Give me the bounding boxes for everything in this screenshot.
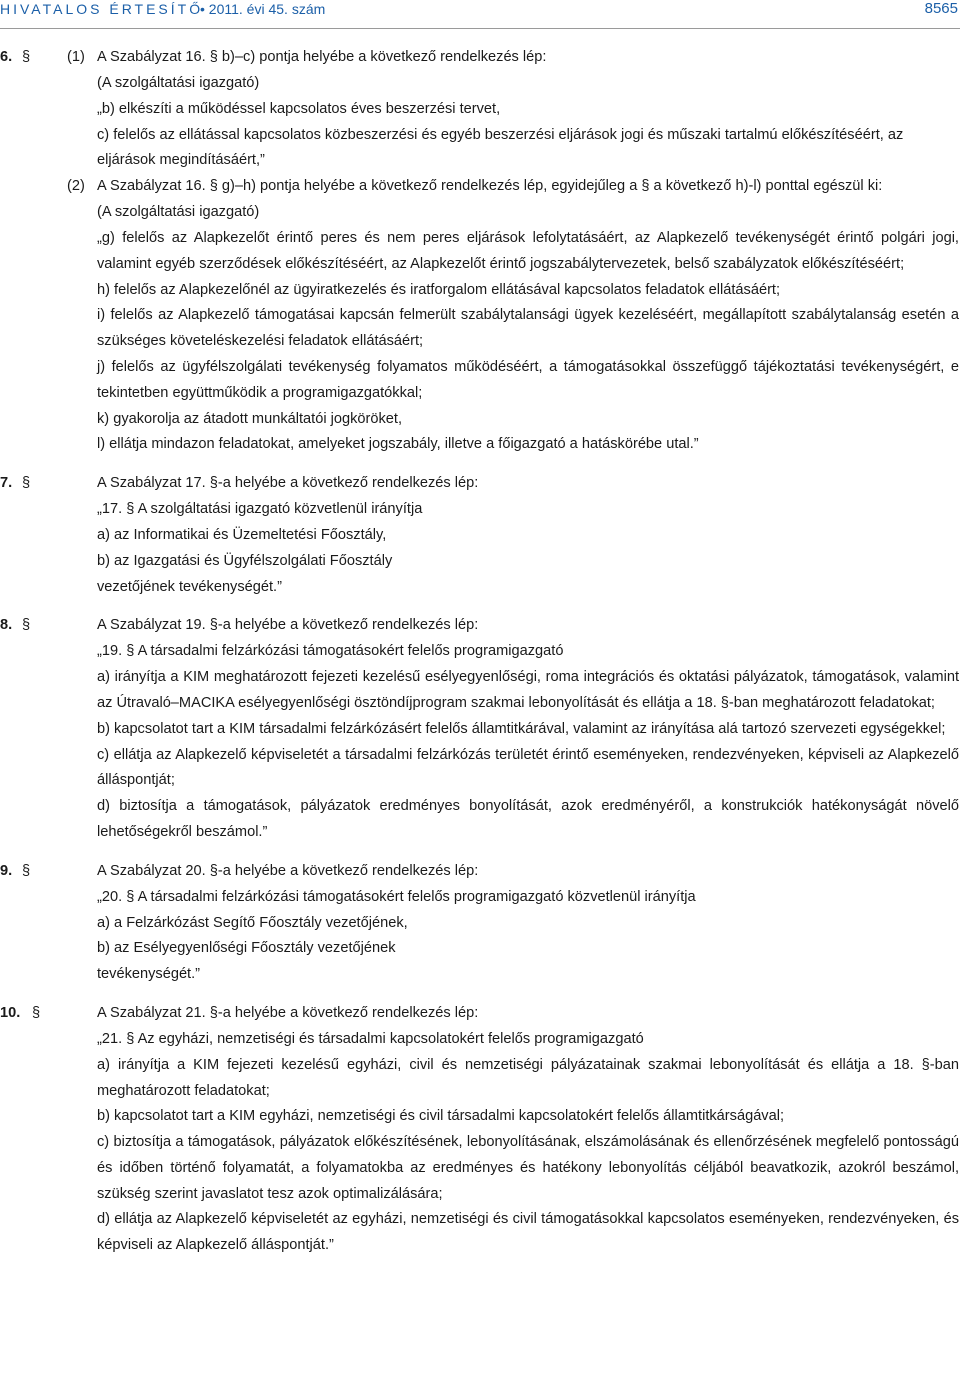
section-heading-text: A Szabályzat 19. §-a helyébe a következő rendelkezés lép: (97, 617, 479, 634)
issue-label: • 2011. évi 45. szám (200, 1, 326, 17)
text-line: „17. § A szolgáltatási igazgató közvetlenül irányítja (97, 501, 423, 518)
text-line: c) biztosítja a támogatások, pályázatok előkészítésének, lebonyolításának, elszámolásának és ellenőrzésének megfelelő pontosságú és időben történő folyamatát, a folyamatokba az eredményes és hatékony lebonyolítás céljából beavatkozik, azokról beszámol, szükség szerint javaslatot tesz azok optimalizálására; (97, 1134, 959, 1202)
section-8-heading (0, 613, 960, 639)
paragraph-sign: § (22, 862, 31, 879)
text-line: b) kapcsolatot tart a KIM társadalmi felzárkózásért felelős államtitkárával, valamint az irányítása alá tartozó szervezeti egységekkel; (97, 720, 946, 737)
text-line: „b) elkészíti a működéssel kapcsolatos éves beszerzési tervet, (97, 100, 501, 117)
section-9 (0, 859, 960, 988)
section-9-heading (0, 859, 960, 885)
text-line: c) felelős az ellátással kapcsolatos közbeszerzési és egyéb beszerzési eljárások jogi és műszaki tartalmú előkészítéséért, az eljárások megindításáért,” (97, 126, 904, 169)
paragraph-sign: § (22, 475, 31, 492)
paragraph-sign: § (32, 1004, 41, 1021)
text-line: a) a Felzárkózást Segítő Főosztály vezetőjének, (97, 914, 408, 931)
text-line: „g) felelős az Alapkezelőt érintő peres és nem peres eljárások lefolytatásáért, az Alapkezelő tevékenységét érintő polgári jogi, valamint egyéb szerződések előkészítéséért, az Alapkezelőt érintő jogszabálytervezetek, belső szabályzatok előkészítéséért; (97, 229, 959, 272)
section-number: 8. (0, 617, 13, 634)
text-line: (A szolgáltatási igazgató) (97, 204, 260, 221)
section-heading-text: A Szabályzat 17. §-a helyébe a következő rendelkezés lép: (97, 475, 479, 492)
page-header (0, 0, 960, 29)
subsection-number: (2) (67, 178, 85, 195)
text-line: k) gyakorolja az átadott munkáltatói jogköröket, (97, 410, 403, 427)
text-line: h) felelős az Alapkezelőnél az ügyiratkezelés és iratforgalom ellátásával kapcsolatos feladatok ellátásáért; (97, 281, 781, 298)
journal-title: HIVATALOS ÉRTESÍTŐ (0, 1, 204, 17)
section-heading-text: A Szabályzat 21. §-a helyébe a következő rendelkezés lép: (97, 1004, 479, 1021)
document-body (0, 45, 960, 1259)
text-line: i) felelős az Alapkezelő támogatásai kapcsán felmerült szabálytalansági ügyek kezeléséért, megállapított szabálytalanság esetén a szükséges követeléskezelési feladatok ellátásáért; (97, 307, 959, 350)
section-7-heading (0, 471, 960, 497)
page-number: 8565 (924, 0, 958, 17)
text-line: b) az Esélyegyenlőségi Főosztály vezetőjének (97, 940, 396, 957)
text-line: vezetőjének tevékenységét.” (97, 578, 282, 595)
text-line: l) ellátja mindazon feladatokat, amelyeket jogszabály, illetve a főigazgató a hatáskörébe utal.” (97, 436, 699, 453)
section-6 (0, 45, 960, 458)
section-6-heading (0, 45, 960, 71)
text-line: a) irányítja a KIM meghatározott fejezeti kezelésű esélyegyenlőségi, roma integrációs és oktatási pályázatok, támogatások, valamint az Útravaló–MACIKA esélyegyenlőségi ösztöndíjprogram szakmai lebonyolítását és ellátja a 18. §-ban meghatározott feladatokat; (97, 669, 959, 711)
section-number: 10. (0, 1004, 21, 1021)
section-8 (0, 613, 960, 845)
text-line: c) ellátja az Alapkezelő képviseletét a társadalmi felzárkózás területét érintő eseményeken, rendezvényeken, képviseli az Alapkezelő álláspontját; (97, 746, 959, 789)
text-line: „19. § A társadalmi felzárkózási támogatásokért felelős programigazgató (97, 643, 564, 660)
subsection-number: (1) (67, 49, 85, 65)
text-line: d) ellátja az Alapkezelő képviseletét az egyházi, nemzetiségi és civil támogatásokkal kapcsolatos eseményeken, rendezvényeken, és képviseli az Alapkezelő álláspontját.” (97, 1211, 959, 1254)
text-line: a) irányítja a KIM fejezeti kezelésű egyházi, civil és nemzetiségi pályázatainak szakmai lebonyolítását és ellátja a 18. §-ban meghatározott feladatokat; (97, 1056, 959, 1099)
text-line: „20. § A társadalmi felzárkózási támogatásokért felelős programigazgató közvetlenül irányítja (97, 888, 696, 905)
text-line: b) az Igazgatási és Ügyfélszolgálati Főosztály (97, 552, 393, 569)
text-line: tevékenységét.” (97, 966, 201, 983)
subsection-heading: A Szabályzat 16. § b)–c) pontja helyébe a következő rendelkezés lép: (97, 49, 547, 65)
section-10-heading (0, 1001, 960, 1027)
text-line: d) biztosítja a támogatások, pályázatok eredményes bonyolítását, azok eredményéről, a konstrukciók hatékonyságát növelő lehetőségekről beszámol.” (97, 798, 959, 840)
paragraph-sign: § (22, 49, 31, 65)
section-number: 9. (0, 862, 13, 879)
section-10 (0, 1001, 960, 1259)
section-number: 7. (0, 475, 13, 492)
section-heading-text: A Szabályzat 20. §-a helyébe a következő rendelkezés lép: (97, 862, 479, 879)
section-7 (0, 471, 960, 600)
text-line: a) az Informatikai és Üzemeltetési Főosztály, (97, 526, 387, 543)
paragraph-sign: § (22, 617, 31, 634)
text-line: j) felelős az ügyfélszolgálati tevékenység folyamatos működéséért, a támogatásokkal összefüggő tájékoztatási tevékenységért, e tekintetben együttműködik a programigazgatókkal; (97, 358, 959, 401)
subsection-heading: A Szabályzat 16. § g)–h) pontja helyébe a következő rendelkezés lép, egyidejűleg a § a következő h)-l) ponttal egészül ki: (97, 178, 883, 195)
text-line: b) kapcsolatot tart a KIM egyházi, nemzetiségi és civil társadalmi kapcsolatokért felelős államtitkárságával; (97, 1108, 785, 1125)
text-line: „21. § Az egyházi, nemzetiségi és társadalmi kapcsolatokért felelős programigazgató (97, 1030, 644, 1047)
text-line: (A szolgáltatási igazgató) (97, 75, 260, 91)
section-number: 6. (0, 49, 13, 65)
subsection-2-heading (0, 174, 960, 200)
